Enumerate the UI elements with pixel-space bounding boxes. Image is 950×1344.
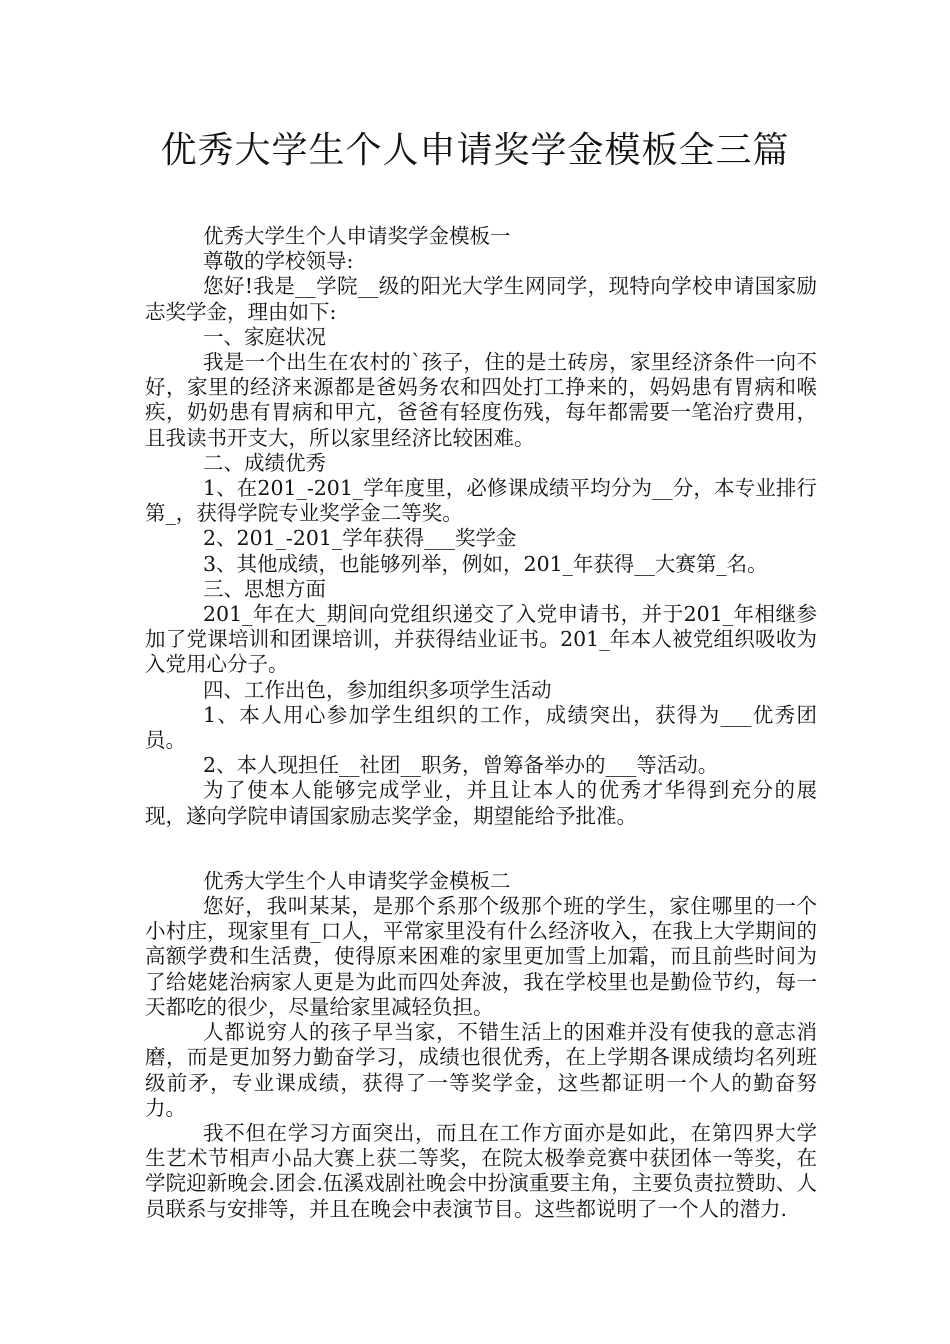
subheading-work: 四、工作出色，参加组织多项学生活动 (203, 677, 552, 702)
paragraph: 我不但在学习方面突出，而且在工作方面亦是如此，在第四界大学生艺术节相声小品大赛上获二等奖，在院太极拳竞赛中获团体一等奖，在学院迎新晚会.团会.伍溪戏剧社晚会中扮演重要主角，主要负责拉赞助、人员联系与安排等，并且在晚会中表演节目。这些都说明了一个人的潜力. (145, 1120, 817, 1221)
paragraph: 2、本人现担任__社团__职务，曾筹备举办的___等活动。 (203, 753, 719, 778)
subheading-grades: 二、成绩优秀 (203, 450, 326, 475)
paragraph: 3、其他成绩，也能够列举，例如，201_年获得__大赛第_名。 (203, 551, 768, 576)
section-2-heading: 优秀大学生个人申请奖学金模板二 (203, 868, 511, 893)
paragraph: 我是一个出生在农村的`孩子，住的是土砖房，家里经济条件一向不好，家里的经济来源都是爸妈务农和四处打工挣来的，妈妈患有胃病和喉疾，奶奶患有胃病和甲亢，爸爸有轻度伤残，每年都需要一笔治疗费用，且我读书开支大，所以家里经济比较困难。 (145, 350, 817, 450)
paragraph: 1、在201_-201_学年度里，必修课成绩平均分为__分，本专业排行第_，获得学院专业奖学金二等奖。 (145, 476, 817, 526)
section-spacer (145, 829, 817, 869)
section-1-heading: 优秀大学生个人申请奖学金模板一 (203, 224, 511, 248)
subheading-family: 一、家庭状况 (203, 324, 326, 349)
paragraph: 1、本人用心参加学生组织的工作，成绩突出，获得为___优秀团员。 (145, 702, 817, 753)
paragraph: 人都说穷人的孩子早当家，不错生活上的困难并没有使我的意志消磨，而是更加努力勤奋学习，成绩也很优秀，在上学期各课成绩均名列班级前矛，专业课成绩，获得了一等奖学金，这些都证明一个人的勤奋努力。 (145, 1020, 817, 1120)
paragraph: 您好!我是__学院__级的阳光大学生网同学，现特向学校申请国家励志奖学金，理由如下: (145, 274, 817, 324)
subheading-thought: 三、思想方面 (203, 576, 326, 601)
paragraph: 为了使本人能够完成学业，并且让本人的优秀才华得到充分的展现，遂向学院申请国家励志奖学金，期望能给予批准。 (145, 778, 817, 828)
paragraph: 您好，我叫某某，是那个系那个级那个班的学生，家住哪里的一个小村庄，现家里有_口人，平常家里没有什么经济收入，在我上大学期间的高额学费和生活费，使得原来困难的家里更加雪上加霜，而且前些时间为了给姥姥治病家人更是为此而四处奔波，我在学校里也是勤俭节约，每一天都吃的很少，尽量给家里减轻负担。 (145, 894, 817, 1019)
paragraph: 201_年在大_期间向党组织递交了入党申请书，并于201_年相继参加了党课培训和团课培训，并获得结业证书。201_年本人被党组织吸收为入党用心分子。 (145, 602, 817, 677)
paragraph: 2、201_-201_学年获得___奖学金 (203, 526, 517, 551)
document-title: 优秀大学生个人申请奖学金模板全三篇 (160, 130, 790, 171)
salutation: 尊敬的学校领导: (203, 249, 354, 274)
document-body (145, 224, 817, 1222)
